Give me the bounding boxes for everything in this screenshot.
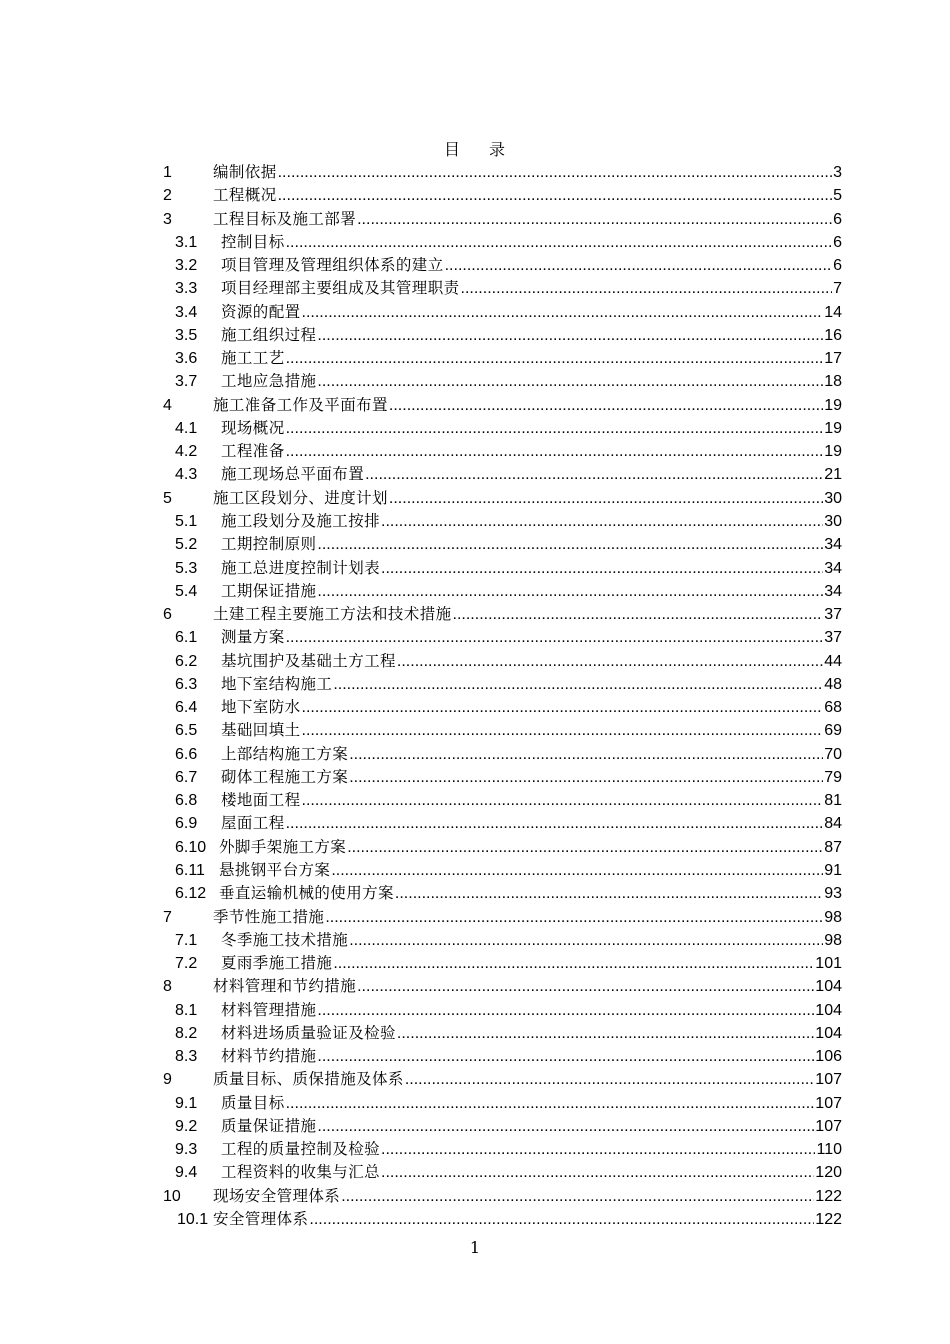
toc-entry-number: 6	[163, 606, 172, 624]
toc-entry-title: 季节性施工措施	[213, 907, 325, 926]
toc-entry-page: 69	[824, 722, 842, 740]
toc-entry-page: 6	[833, 233, 842, 251]
toc-entry[interactable]	[163, 952, 842, 975]
toc-entry-number: 6.1	[175, 629, 198, 647]
toc-entry-page: 107	[815, 1071, 842, 1089]
toc-entry[interactable]	[163, 650, 842, 673]
toc-entry-page: 104	[815, 1024, 842, 1042]
toc-entry-title: 材料节约措施	[221, 1047, 317, 1066]
toc-entry-page: 7	[833, 280, 842, 298]
toc-dot-leader	[317, 999, 814, 1022]
toc-entry-number: 6.6	[175, 745, 198, 763]
toc-entry[interactable]	[163, 696, 842, 719]
toc-entry-page: 5	[833, 187, 842, 205]
toc-entry-title: 工程的质量控制及检验	[221, 1140, 381, 1159]
toc-dot-leader	[317, 370, 823, 393]
toc-entry-number: 5.3	[175, 559, 198, 577]
toc-entry[interactable]	[163, 394, 842, 417]
toc-dot-leader	[286, 812, 824, 835]
toc-dot-leader	[389, 487, 823, 510]
toc-dot-leader	[357, 208, 832, 231]
toc-dot-leader	[453, 603, 824, 626]
toc-entry-title: 工程资料的收集与汇总	[221, 1163, 381, 1182]
toc-entry[interactable]	[163, 161, 842, 184]
toc-entry-title: 冬季施工技术措施	[221, 930, 349, 949]
toc-entry-number: 3	[163, 210, 172, 228]
toc-entry-number: 6.5	[175, 722, 198, 740]
toc-entry-number: 6.4	[175, 699, 198, 717]
toc-entry[interactable]	[163, 184, 842, 207]
toc-entry-number: 1	[163, 164, 172, 181]
toc-entry[interactable]	[163, 463, 842, 486]
toc-entry-title: 工期控制原则	[221, 535, 317, 554]
toc-entry[interactable]	[163, 789, 842, 812]
toc-dot-leader	[278, 184, 832, 207]
toc-entry-page: 30	[824, 489, 842, 507]
toc-entry-page: 34	[824, 536, 842, 554]
toc-entry[interactable]	[163, 487, 842, 510]
toc-entry-number: 3.1	[175, 233, 198, 251]
toc-dot-leader	[302, 719, 824, 742]
toc-entry-page: 14	[824, 303, 842, 321]
toc-entry-page: 98	[824, 908, 842, 926]
toc-dot-leader	[395, 882, 823, 905]
toc-dot-leader	[317, 580, 823, 603]
toc-entry-title: 工地应急措施	[221, 372, 317, 391]
toc-entry-title: 施工工艺	[221, 349, 285, 368]
toc-dot-leader	[381, 1161, 814, 1184]
toc-dot-leader	[347, 836, 823, 859]
toc-entry-page: 79	[824, 768, 842, 786]
toc-entry-title: 外脚手架施工方案	[219, 837, 347, 856]
toc-dot-leader	[349, 929, 823, 952]
toc-entry-page: 19	[824, 443, 842, 461]
toc-entry[interactable]	[163, 929, 842, 952]
toc-entry-number: 7.2	[175, 955, 198, 973]
toc-entry-page: 68	[824, 699, 842, 717]
toc-entry[interactable]	[163, 324, 842, 347]
toc-entry-title: 地下室防水	[221, 698, 301, 717]
toc-entry[interactable]	[163, 719, 842, 742]
toc-entry-number: 5	[163, 489, 172, 507]
toc-entry-page: 104	[815, 978, 842, 996]
toc-entry[interactable]	[163, 1208, 842, 1231]
toc-entry[interactable]	[163, 999, 842, 1022]
toc-entry[interactable]	[163, 626, 842, 649]
toc-dot-leader	[397, 1022, 814, 1045]
toc-dot-leader	[302, 789, 824, 812]
toc-entry-page: 87	[824, 838, 842, 856]
toc-entry-number: 6.3	[175, 675, 198, 693]
toc-entry-title: 项目管理及管理组织体系的建立	[221, 256, 444, 275]
toc-dot-leader	[349, 766, 823, 789]
toc-heading	[0, 137, 950, 160]
toc-dot-leader	[333, 952, 814, 975]
toc-dot-leader	[405, 1068, 814, 1091]
toc-entry-page: 110	[816, 1141, 842, 1159]
toc-entry-number: 3.7	[175, 373, 198, 391]
toc-entry[interactable]	[163, 533, 842, 556]
toc-dot-leader	[317, 1045, 814, 1068]
toc-entry-title: 现场概况	[221, 418, 285, 437]
toc-entry-title: 测量方案	[221, 628, 285, 647]
toc-dot-leader	[381, 557, 823, 580]
toc-entry-number: 9.1	[175, 1094, 198, 1112]
toc-entry-page: 6	[833, 257, 842, 275]
toc-entry[interactable]	[163, 906, 842, 929]
toc-dot-leader	[317, 1115, 814, 1138]
toc-entry-number: 3.3	[175, 280, 198, 298]
toc-dot-leader	[286, 417, 824, 440]
toc-entry[interactable]	[163, 580, 842, 603]
toc-entry-page: 122	[815, 1210, 842, 1228]
toc-entry-number: 6.2	[175, 652, 198, 670]
toc-entry-page: 70	[824, 745, 842, 763]
toc-entry-title: 楼地面工程	[221, 791, 301, 810]
toc-entry-page: 19	[824, 396, 842, 414]
toc-entry-number: 4.1	[175, 419, 198, 437]
toc-entry-number: 9	[163, 1071, 172, 1089]
toc-entry-page: 48	[824, 675, 842, 693]
toc-dot-leader	[381, 510, 823, 533]
toc-entry-number: 8.1	[175, 1001, 198, 1019]
toc-entry[interactable]	[163, 812, 842, 835]
toc-entry-number: 9.2	[175, 1117, 198, 1135]
toc-entry[interactable]	[163, 1138, 842, 1161]
toc-dot-leader	[357, 975, 814, 998]
toc-entry-page: 107	[815, 1094, 842, 1112]
toc-entry-page: 93	[824, 885, 842, 903]
toc-entry-title: 质量目标	[221, 1093, 285, 1112]
toc-dot-leader	[286, 626, 824, 649]
toc-entry-title: 材料管理措施	[221, 1000, 317, 1019]
toc-dot-leader	[302, 301, 824, 324]
toc-entry[interactable]	[163, 673, 842, 696]
toc-entry-title: 材料管理和节约措施	[213, 977, 357, 996]
toc-entry-page: 6	[833, 210, 842, 228]
toc-entry-number: 5.4	[175, 582, 198, 600]
toc-entry-number: 7.1	[175, 931, 198, 949]
toc-entry-title: 材料进场质量验证及检验	[221, 1023, 396, 1042]
toc-dot-leader	[302, 696, 824, 719]
toc-dot-leader	[333, 673, 823, 696]
toc-entry-page: 37	[824, 606, 842, 624]
toc-entry-title: 基础回填土	[221, 721, 301, 740]
toc-entry[interactable]	[163, 1092, 842, 1115]
toc-entry-number: 3.2	[175, 257, 198, 275]
toc-entry-page: 21	[824, 466, 842, 484]
toc-entry[interactable]	[163, 859, 842, 882]
toc-dot-leader	[397, 650, 823, 673]
toc-entry-title: 工期保证措施	[221, 581, 317, 600]
toc-entry-number: 7	[163, 908, 172, 926]
toc-entry[interactable]	[163, 231, 842, 254]
toc-heading-char-2: 录	[489, 140, 507, 159]
toc-entry-title: 屋面工程	[221, 814, 285, 833]
toc-entry[interactable]	[163, 277, 842, 300]
toc-entry[interactable]	[163, 1115, 842, 1138]
toc-entry-number: 2	[163, 187, 172, 205]
toc-entry-title: 上部结构施工方案	[221, 744, 349, 763]
toc-entry-number: 6.9	[175, 815, 198, 833]
toc-entry-number: 8.2	[175, 1024, 198, 1042]
toc-entry-number: 10.1	[177, 1210, 209, 1228]
toc-entry-page: 98	[824, 931, 842, 949]
toc-entry-number: 3.4	[175, 303, 198, 321]
toc-entry-title: 施工总进度控制计划表	[221, 558, 381, 577]
toc-entry[interactable]	[163, 1045, 842, 1068]
toc-entry[interactable]	[163, 836, 842, 859]
toc-entry-title: 安全管理体系	[213, 1209, 309, 1228]
toc-dot-leader	[325, 906, 823, 929]
table-of-contents	[163, 161, 842, 1231]
toc-entry-number: 4.3	[175, 466, 198, 484]
toc-entry-title: 悬挑钢平台方案	[219, 860, 331, 879]
toc-dot-leader	[286, 231, 832, 254]
toc-entry-title: 地下室结构施工	[221, 674, 333, 693]
toc-entry-page: 120	[815, 1164, 842, 1182]
toc-entry-page: 84	[824, 815, 842, 833]
toc-dot-leader	[445, 254, 832, 277]
toc-entry-page: 3	[833, 164, 842, 181]
toc-entry[interactable]	[163, 440, 842, 463]
toc-entry-page: 34	[824, 559, 842, 577]
toc-entry-number: 4.2	[175, 443, 198, 461]
toc-entry-page: 34	[824, 582, 842, 600]
toc-entry-page: 16	[824, 326, 842, 344]
toc-entry-title: 施工段划分及施工按排	[221, 511, 381, 530]
toc-entry-title: 工程概况	[213, 186, 277, 205]
toc-entry-title: 砌体工程施工方案	[221, 767, 349, 786]
toc-dot-leader	[331, 859, 823, 882]
toc-entry[interactable]	[163, 1022, 842, 1045]
toc-entry[interactable]	[163, 766, 842, 789]
toc-entry-number: 10	[163, 1187, 181, 1205]
toc-entry-number: 6.11	[175, 861, 205, 879]
toc-dot-leader	[389, 394, 823, 417]
toc-entry-number: 9.3	[175, 1141, 198, 1159]
toc-entry[interactable]	[163, 975, 842, 998]
toc-entry[interactable]	[163, 1161, 842, 1184]
toc-dot-leader	[317, 324, 823, 347]
toc-entry-title: 施工现场总平面布置	[221, 465, 365, 484]
toc-entry-page: 104	[815, 1001, 842, 1019]
toc-entry[interactable]	[163, 417, 842, 440]
toc-entry-page: 122	[815, 1187, 842, 1205]
toc-entry-title: 项目经理部主要组成及其管理职责	[221, 279, 460, 298]
toc-dot-leader	[365, 463, 823, 486]
toc-entry[interactable]	[163, 208, 842, 231]
toc-entry-number: 6.10	[175, 838, 207, 856]
toc-entry-page: 18	[824, 373, 842, 391]
toc-entry-number: 6.8	[175, 792, 198, 810]
toc-dot-leader	[317, 533, 823, 556]
toc-entry[interactable]	[163, 510, 842, 533]
toc-entry-number: 6.12	[175, 885, 207, 903]
toc-entry[interactable]	[163, 1068, 842, 1091]
toc-entry-title: 施工区段划分、进度计划	[213, 488, 388, 507]
toc-dot-leader	[286, 347, 824, 370]
toc-entry-title: 工程目标及施工部署	[213, 209, 357, 228]
toc-entry[interactable]	[163, 557, 842, 580]
toc-entry-number: 4	[163, 396, 172, 414]
toc-entry-number: 5.2	[175, 536, 198, 554]
toc-heading-char-1: 目	[443, 140, 461, 159]
toc-entry[interactable]	[163, 254, 842, 277]
toc-dot-leader	[461, 277, 833, 300]
toc-dot-leader	[349, 743, 823, 766]
toc-dot-leader	[309, 1208, 814, 1231]
toc-entry[interactable]	[163, 1185, 842, 1208]
toc-entry-page: 106	[815, 1048, 842, 1066]
toc-dot-leader	[278, 161, 832, 184]
toc-dot-leader	[341, 1185, 814, 1208]
toc-entry-title: 土建工程主要施工方法和技术措施	[213, 605, 452, 624]
toc-dot-leader	[286, 1092, 815, 1115]
toc-entry-page: 81	[824, 792, 842, 810]
toc-entry-page: 37	[824, 629, 842, 647]
toc-entry-title: 夏雨季施工措施	[221, 954, 333, 973]
toc-entry-page: 44	[824, 652, 842, 670]
toc-entry-title: 现场安全管理体系	[213, 1186, 341, 1205]
toc-entry[interactable]	[163, 301, 842, 324]
toc-entry-page: 19	[824, 419, 842, 437]
toc-entry[interactable]	[163, 743, 842, 766]
toc-entry-title: 控制目标	[221, 232, 285, 251]
toc-entry-title: 垂直运输机械的使用方案	[219, 884, 394, 903]
toc-entry-number: 3.5	[175, 326, 198, 344]
toc-dot-leader	[381, 1138, 815, 1161]
toc-entry[interactable]	[163, 370, 842, 393]
toc-entry[interactable]	[163, 347, 842, 370]
toc-entry-number: 3.6	[175, 350, 198, 368]
toc-entry-page: 101	[815, 955, 842, 973]
toc-entry-title: 基坑围护及基础土方工程	[221, 651, 396, 670]
toc-entry-page: 91	[824, 861, 842, 879]
page-number: 1	[469, 1238, 481, 1257]
toc-entry-page: 30	[824, 512, 842, 530]
toc-entry-title: 编制依据	[213, 163, 277, 181]
toc-entry-title: 质量保证措施	[221, 1116, 317, 1135]
toc-entry-number: 6.7	[175, 768, 198, 786]
toc-entry-title: 资源的配置	[221, 302, 301, 321]
toc-entry-title: 施工准备工作及平面布置	[213, 395, 388, 414]
toc-entry-page: 17	[824, 350, 842, 368]
toc-entry-page: 107	[815, 1117, 842, 1135]
toc-entry-number: 8	[163, 978, 172, 996]
toc-entry-title: 质量目标、质保措施及体系	[213, 1070, 404, 1089]
toc-entry-title: 施工组织过程	[221, 325, 317, 344]
toc-dot-leader	[286, 440, 824, 463]
toc-entry-number: 8.3	[175, 1048, 198, 1066]
toc-entry-title: 工程准备	[221, 442, 285, 461]
toc-entry[interactable]	[163, 882, 842, 905]
toc-entry-number: 9.4	[175, 1164, 198, 1182]
toc-entry[interactable]	[163, 603, 842, 626]
toc-entry-number: 5.1	[175, 512, 198, 530]
